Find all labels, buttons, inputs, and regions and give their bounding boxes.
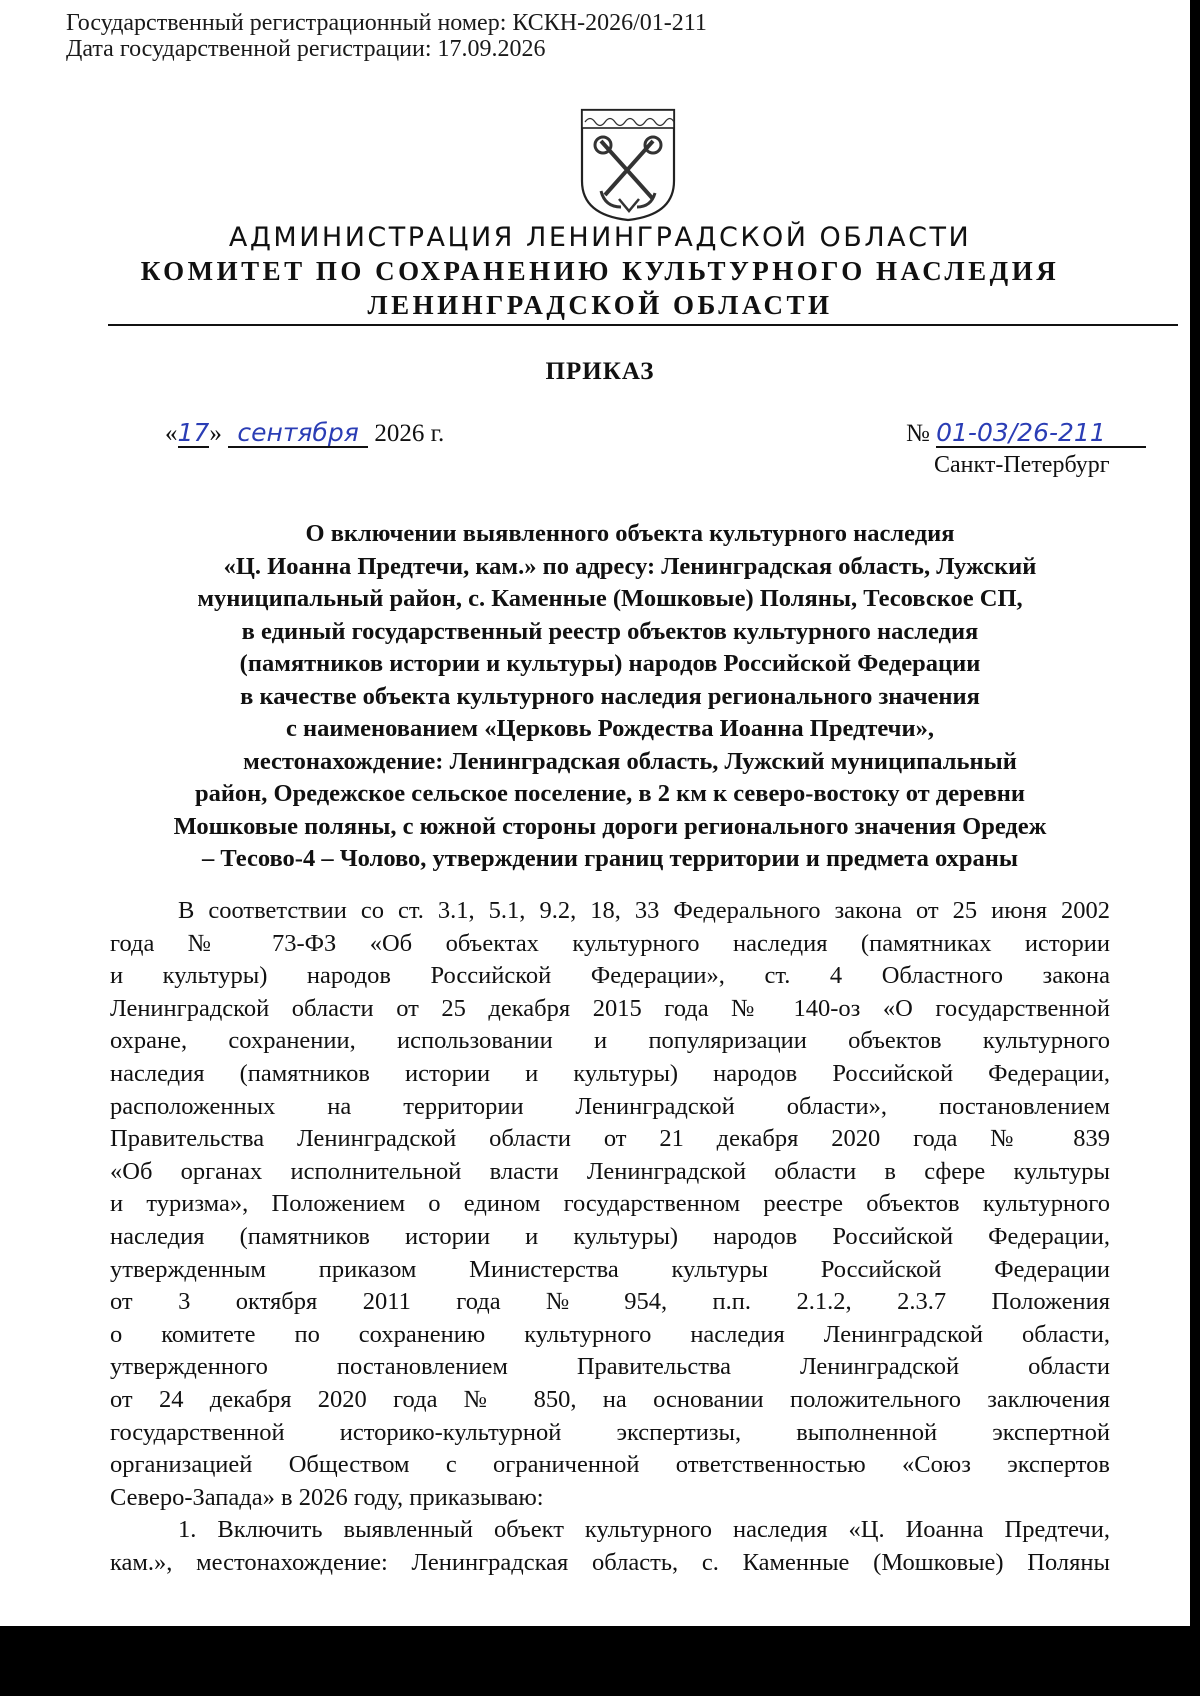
body-line: организацией Обществом с ограниченной ответственностью «Союз экспертов: [110, 1451, 1110, 1479]
registration-number: Государственный регистрационный номер: КСКН-2026/01-211: [66, 10, 707, 36]
body-line: расположенных на территории Ленинградской области», постановлением: [110, 1092, 1110, 1120]
registration-info: [66, 10, 707, 62]
body-line: утвержденным приказом Министерства культуры Российской Федерации: [110, 1255, 1110, 1283]
body-line: наследия (памятников истории и культуры) народов Российской Федерации,: [110, 1059, 1110, 1087]
date-year: 2026 г.: [374, 420, 445, 447]
date-month: сентября: [228, 420, 368, 448]
body-line: утвержденного постановлением Правительства Ленинградской области: [110, 1353, 1110, 1381]
date-day: 17: [177, 418, 210, 447]
administration-title: АДМИНИСТРАЦИЯ ЛЕНИНГРАДСКОЙ ОБЛАСТИ: [228, 222, 972, 253]
registration-date: Дата государственной регистрации: 17.09.2026: [66, 36, 546, 62]
title-line: район, Оредежское сельское поселение, в 2 км к северо-востоку от деревни: [194, 780, 1026, 807]
body-line: 1. Включить выявленный объект культурного наследия «Ц. Иоанна Предтечи,: [178, 1516, 1110, 1544]
title-line: в качестве объекта культурного наследия регионального значения: [240, 682, 980, 710]
body-line: и туризма», Положением о едином государственном реестре объектов культурного: [110, 1190, 1110, 1218]
body-line: наследия (памятников истории и культуры) народов Российской Федерации,: [110, 1222, 1110, 1250]
body-line: государственной историко-культурной экспертизы, выполненной экспертной: [110, 1418, 1110, 1446]
scan-bottom-border: [0, 1626, 1200, 1696]
order-number: [906, 420, 1146, 448]
header-divider: [108, 324, 1178, 326]
document-type: ПРИКАЗ: [545, 358, 655, 385]
committee-title: КОМИТЕТ ПО СОХРАНЕНИЮ КУЛЬТУРНОГО НАСЛЕДИЯ: [140, 256, 1060, 286]
title-line: – Тесово-4 – Чолово, утверждении границ территории и предмета охраны: [202, 845, 1018, 872]
title-line: «Ц. Иоанна Предтечи, кам.» по адресу: Ленинградская область, Лужский: [223, 552, 1037, 580]
title-line: местонахождение: Ленинградская область, Лужский муниципальный: [243, 747, 1017, 775]
title-line: с наименованием «Церковь Рождества Иоанна Предтечи»,: [286, 715, 934, 742]
committee-region: ЛЕНИНГРАДСКОЙ ОБЛАСТИ: [367, 290, 833, 320]
body-line: Правительства Ленинградской области от 21 декабря 2020 года № 839: [110, 1125, 1110, 1153]
body-line: от 24 декабря 2020 года № 850, на основании положительного заключения: [110, 1385, 1110, 1413]
title-line: в единый государственный реестр объектов культурного наследия: [241, 617, 979, 645]
scan-edge: [1190, 0, 1200, 1626]
date-open-quote: «: [165, 420, 178, 447]
title-line: муниципальный район, с. Каменные (Мошковые) Поляны, Тесовское СП,: [197, 585, 1023, 612]
title-line: О включении выявленного объекта культурного наследия: [305, 520, 955, 547]
date-close-quote: »: [209, 420, 222, 447]
body-line: от 3 октября 2011 года № 954, п.п. 2.1.2, 2.3.7 Положения: [110, 1288, 1110, 1316]
body-line: охране, сохранении, использовании и популяризации объектов культурного: [110, 1027, 1110, 1055]
body-line: Ленинградской области от 25 декабря 2015 года № 140-оз «О государственной: [110, 994, 1110, 1022]
body-line: кам.», местонахождение: Ленинградская область, с. Каменные (Мошковые) Поляны: [110, 1548, 1110, 1576]
number-sign: №: [906, 420, 930, 447]
body-line: «Об органах исполнительной власти Ленинградской области в сфере культуры: [110, 1157, 1110, 1185]
order-date: [165, 420, 444, 448]
order-body: [110, 895, 1110, 1579]
body-line: В соответствии со ст. 3.1, 5.1, 9.2, 18, 33 Федерального закона от 25 июня 2002: [178, 897, 1110, 924]
body-line: и культуры) народов Российской Федерации», ст. 4 Областного закона: [110, 962, 1110, 990]
number-value: 01-03/26-211: [936, 420, 1146, 448]
body-line: года № 73-ФЗ «Об объектах культурного наследия (памятниках истории: [110, 929, 1110, 957]
order-title: [110, 518, 1110, 876]
title-line: Мошковые поляны, с южной стороны дороги регионального значения Оредеж: [173, 812, 1047, 840]
title-line: (памятников истории и культуры) народов Российской Федерации: [239, 650, 981, 677]
body-line: о комитете по сохранению культурного наследия Ленинградской области,: [110, 1320, 1110, 1348]
coat-of-arms-icon: [579, 107, 677, 222]
city: Санкт-Петербург: [934, 452, 1110, 478]
body-line: Северо-Запада» в 2026 году, приказываю:: [110, 1483, 544, 1511]
